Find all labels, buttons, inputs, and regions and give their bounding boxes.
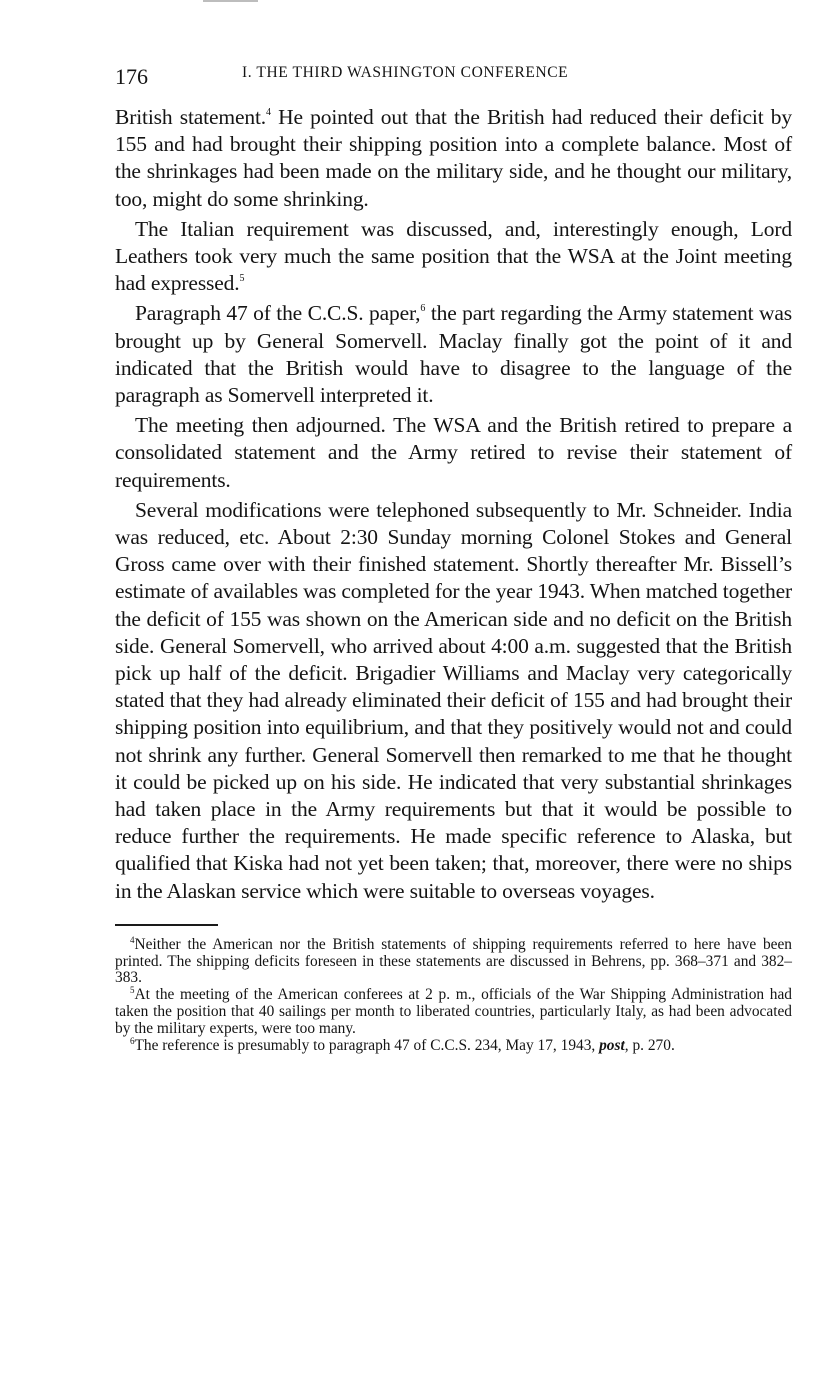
paragraph-3-text-b: the part regarding the Army statement was brought up by General Somervell. Maclay finally got the point of it and indicated that the British would have to disagree to the language of the paragraph as Somervell interpreted it. (115, 301, 792, 408)
footnotes (115, 934, 792, 1055)
footnote-4-text: Neither the American nor the British statements of shipping requirements referred to here have been printed. The shipping deficits foreseen in these statements are discussed in Behrens, pp. 368–371 and 382–383. (115, 935, 792, 987)
footnote-ref-4: 4 (266, 107, 271, 118)
book-page (115, 60, 792, 1054)
footnote-6 (115, 1035, 792, 1055)
page-number: 176 (115, 64, 148, 89)
footnote-mark-4: 4 (130, 934, 135, 945)
paragraph-1 (115, 104, 792, 213)
paragraph-4: The meeting then adjourned. The WSA and the British retired to prepare a consolidated statement and the Army retired to revise their statement of requirements. (115, 413, 792, 492)
running-title: I. THE THIRD WASHINGTON CONFERENCE (242, 64, 569, 81)
footnote-6-text-a: The reference is presumably to paragraph 47 of C.C.S. 234, May 17, 1943, (134, 1036, 600, 1054)
footnote-5-text: At the meeting of the American conferees at 2 p. m., officials of the War Shipping Administration had taken the position that 40 sailings per month to liberated countries, particularly Italy, as had been advocated by the military experts, were too many. (115, 986, 792, 1037)
paragraph-3 (115, 300, 792, 409)
paragraph-3-text-a: Paragraph 47 of the C.C.S. paper, (135, 301, 421, 326)
footnote-5 (115, 987, 792, 1037)
body-text (115, 104, 792, 905)
footnote-6-emphasis: post (599, 1036, 625, 1054)
running-head (115, 60, 792, 90)
paragraph-1-text-b: He pointed out that the British had reduced their deficit by 155 and had brought their shipping position into a complete balance. Most of the shrinkages had been made on the military side, and he thought our military, too, might do some shrinking. (115, 105, 792, 211)
footnote-mark-6: 6 (130, 1035, 135, 1046)
footnote-ref-6: 6 (420, 303, 426, 315)
paragraph-2-text: The Italian requirement was discussed, and, interestingly enough, Lord Leathers took very much the same position that the WSA at the Joint meeting had expressed. (115, 216, 792, 296)
footnote-6-text-b: , p. 270. (624, 1036, 675, 1054)
footnote-4 (115, 934, 792, 987)
paragraph-1-text-a: British statement. (115, 105, 266, 129)
footnote-separator (115, 924, 218, 926)
footnote-mark-5: 5 (130, 985, 135, 996)
top-edge-rule (203, 0, 258, 2)
paragraph-5: Several modifications were telephoned subsequently to Mr. Schneider. India was reduced, etc. About 2:30 Sunday morning Colonel Stokes and General Gross came over with their finished statement. Shortly thereafter Mr. Bissell’s estimate of availables was completed for the year 1943. When matched together the deficit of 155 was shown on the American side and no deficit on the British side. General Somervell, who arrived about 4:00 a.m. suggested that the British pick up half of the deficit. Brigadier Williams and Maclay very categorically stated that they had already eliminated their deficit of 155 and had brought their shipping position into equilibrium, and that they positively would not and could not shrink any further. General Somervell then remarked to me that he thought it could be picked up on his side. He indicated that very substantial shrinkages had taken place in the Army requirements but that it would be possible to reduce further the requirements. He made specific reference to Alaska, but qualified that Kiska had not yet been taken; that, moreover, there were no ships in the Alaskan service which were suitable to overseas voyages. (115, 497, 792, 903)
footnote-ref-5: 5 (239, 273, 245, 285)
paragraph-2 (115, 216, 792, 298)
